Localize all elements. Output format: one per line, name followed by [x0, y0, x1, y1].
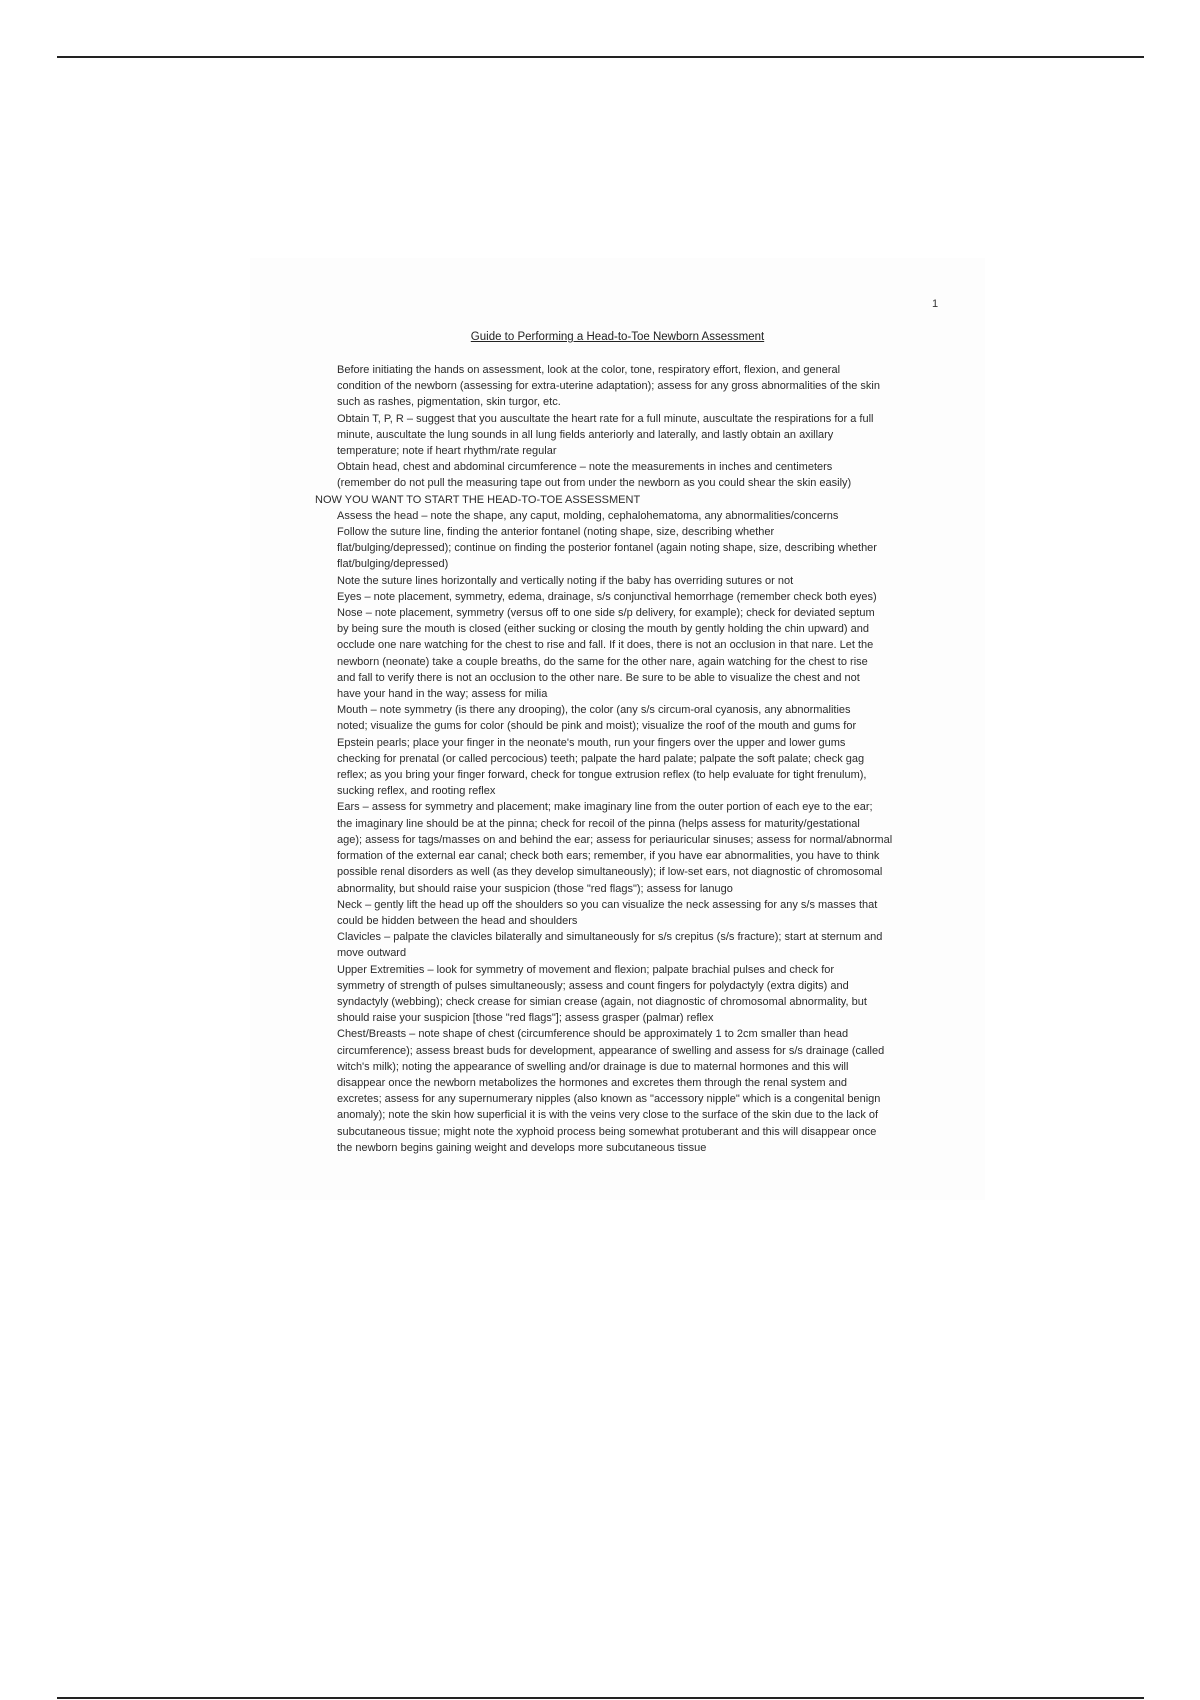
item-text-line: such as rashes, pigmentation, skin turgor, etc. [337, 396, 561, 409]
item-text-line: Assess the head – note the shape, any caput, molding, cephalohematoma, any abnormalities/concerns [337, 509, 839, 522]
top-rule [57, 56, 1144, 58]
item-text-line: Clavicles – palpate the clavicles bilaterally and simultaneously for s/s crepitus (s/s fracture); start at sternum and [337, 931, 883, 944]
item-text-line: Obtain head, chest and abdominal circumference – note the measurements in inches and centimeters [337, 461, 833, 474]
item-text-line: reflex; as you bring your finger forward, check for tongue extrusion reflex (to help evaluate for tight frenulum), [337, 769, 867, 782]
list-item [315, 702, 985, 799]
list-item [315, 1026, 985, 1156]
item-text-line: symmetry of strength of pulses simultaneously; assess and count fingers for polydactyly (extra digits) and [337, 979, 849, 992]
intro-list [315, 362, 985, 492]
item-text-line: checking for prenatal (or called percocious) teeth; palpate the hard palate; palpate the soft palate; check gag [337, 752, 865, 765]
item-text-line: Neck – gently lift the head up off the shoulders so you can visualize the neck assessing for any s/s masses that [337, 898, 878, 911]
list-item [315, 362, 985, 411]
document-title: Guide to Performing a Head-to-Toe Newborn Assessment [470, 331, 765, 343]
document-body [315, 362, 985, 1156]
item-text-line: newborn (neonate) take a couple breaths, do the same for the other nare, again watching for the chest to rise [337, 655, 868, 668]
item-text-line: Eyes – note placement, symmetry, edema, drainage, s/s conjunctival hemorrhage (remember check both eyes) [337, 590, 877, 603]
item-text-line: minute, auscultate the lung sounds in all lung fields anteriorly and laterally, and lastly obtain an axillary [337, 428, 834, 441]
item-text-line: Epstein pearls; place your finger in the neonate's mouth, run your fingers over the upper and lower gums [337, 736, 846, 749]
item-text-line: subcutaneous tissue; might note the xyphoid process being somewhat protuberant and this will disappear once [337, 1125, 877, 1138]
list-item [315, 459, 985, 491]
list-item [315, 897, 985, 929]
item-text-line: condition of the newborn (assessing for extra-uterine adaptation); assess for any gross abnormalities of the skin [337, 380, 880, 393]
item-text-line: occlude one nare watching for the chest to rise and fall. If it does, there is not an occlusion in that nare. Let the [337, 639, 874, 652]
list-item [315, 524, 985, 573]
list-item [315, 929, 985, 961]
item-text-line: Follow the suture line, finding the anterior fontanel (noting shape, size, describing whether [337, 526, 775, 539]
list-item [315, 962, 985, 1027]
section-heading: NOW YOU WANT TO START THE HEAD-TO-TOE ASSESSMENT [315, 493, 641, 506]
item-text-line: Ears – assess for symmetry and placement; make imaginary line from the outer portion of each eye to the ear; [337, 801, 873, 814]
item-text-line: (remember do not pull the measuring tape out from under the newborn as you could shear the skin easily) [337, 477, 852, 490]
item-text-line: flat/bulging/depressed); continue on finding the posterior fontanel (again noting shape, size, describing whether [337, 542, 877, 555]
list-item [315, 589, 985, 605]
list-item [315, 573, 985, 589]
bottom-rule [57, 1697, 1144, 1699]
item-text-line: temperature; note if heart rhythm/rate regular [337, 445, 557, 458]
item-text-line: flat/bulging/depressed) [337, 558, 449, 571]
scanned-page [250, 258, 985, 1200]
item-text-line: Obtain T, P, R – suggest that you auscultate the heart rate for a full minute, auscultate the respirations for a full [337, 412, 874, 425]
item-text-line: anomaly); note the skin how superficial it is with the veins very close to the surface of the skin due to the lack of [337, 1109, 879, 1122]
item-text-line: disappear once the newborn metabolizes the hormones and excretes them through the renal system and [337, 1076, 847, 1089]
item-text-line: formation of the external ear canal; check both ears; remember, if you have ear abnormalities, you have to think [337, 850, 880, 863]
item-text-line: abnormality, but should raise your suspicion (those "red flags"); assess for lanugo [337, 882, 733, 895]
assessment-list [315, 508, 985, 1156]
item-text-line: Nose – note placement, symmetry (versus off to one side s/p delivery, for example); check for deviated septum [337, 607, 875, 620]
item-text-line: Note the suture lines horizontally and vertically noting if the baby has overriding sutures or not [337, 574, 794, 587]
item-text-line: circumference); assess breast buds for development, appearance of swelling and assess for s/s drainage (called [337, 1044, 885, 1057]
item-text-line: Mouth – note symmetry (is there any drooping), the color (any s/s circum-oral cyanosis, any abnormalities [337, 704, 851, 717]
item-text-line: possible renal disorders as well (as they develop simultaneously); if low-set ears, not diagnostic of chromosomal [337, 866, 883, 879]
item-text-line: by being sure the mouth is closed (either sucking or closing the mouth by gently holding the chin upward) and [337, 623, 869, 636]
item-text-line: should raise your suspicion [those "red flags"]; assess grasper (palmar) reflex [337, 1012, 714, 1025]
item-text-line: Upper Extremities – look for symmetry of movement and flexion; palpate brachial pulses and check for [337, 963, 835, 976]
item-text-line: syndactyly (webbing); check crease for simian crease (again, not diagnostic of chromosomal abnormality, but [337, 995, 867, 1008]
list-item [315, 605, 985, 702]
item-text-line: the newborn begins gaining weight and develops more subcutaneous tissue [337, 1141, 707, 1154]
item-text-line: the imaginary line should be at the pinna; check for recoil of the pinna (helps assess for maturity/gestational [337, 817, 860, 830]
list-item [315, 411, 985, 460]
item-text-line: move outward [337, 947, 407, 960]
list-item [315, 508, 985, 524]
item-text-line: have your hand in the way; assess for milia [337, 688, 548, 701]
item-text-line: age); assess for tags/masses on and behind the ear; assess for periauricular sinuses; assess for normal/abnormal [337, 833, 893, 846]
list-item [315, 799, 985, 896]
item-text-line: noted; visualize the gums for color (should be pink and moist); visualize the roof of the mouth and gums for [337, 720, 857, 733]
item-text-line: could be hidden between the head and shoulders [337, 914, 578, 927]
item-text-line: sucking reflex, and rooting reflex [337, 785, 496, 798]
item-text-line: witch's milk); noting the appearance of swelling and/or drainage is due to maternal hormones and this will [337, 1060, 849, 1073]
item-text-line: and fall to verify there is not an occlusion to the other nare. Be sure to be able to visualize the chest and not [337, 671, 860, 684]
item-text-line: excretes; assess for any supernumerary nipples (also known as "accessory nipple" which is a congenital benign [337, 1093, 881, 1106]
item-text-line: Before initiating the hands on assessment, look at the color, tone, respiratory effort, flexion, and general [337, 364, 841, 376]
page-number: 1 [932, 298, 939, 310]
item-text-line: Chest/Breasts – note shape of chest (circumference should be approximately 1 to 2cm smaller than head [337, 1028, 849, 1041]
